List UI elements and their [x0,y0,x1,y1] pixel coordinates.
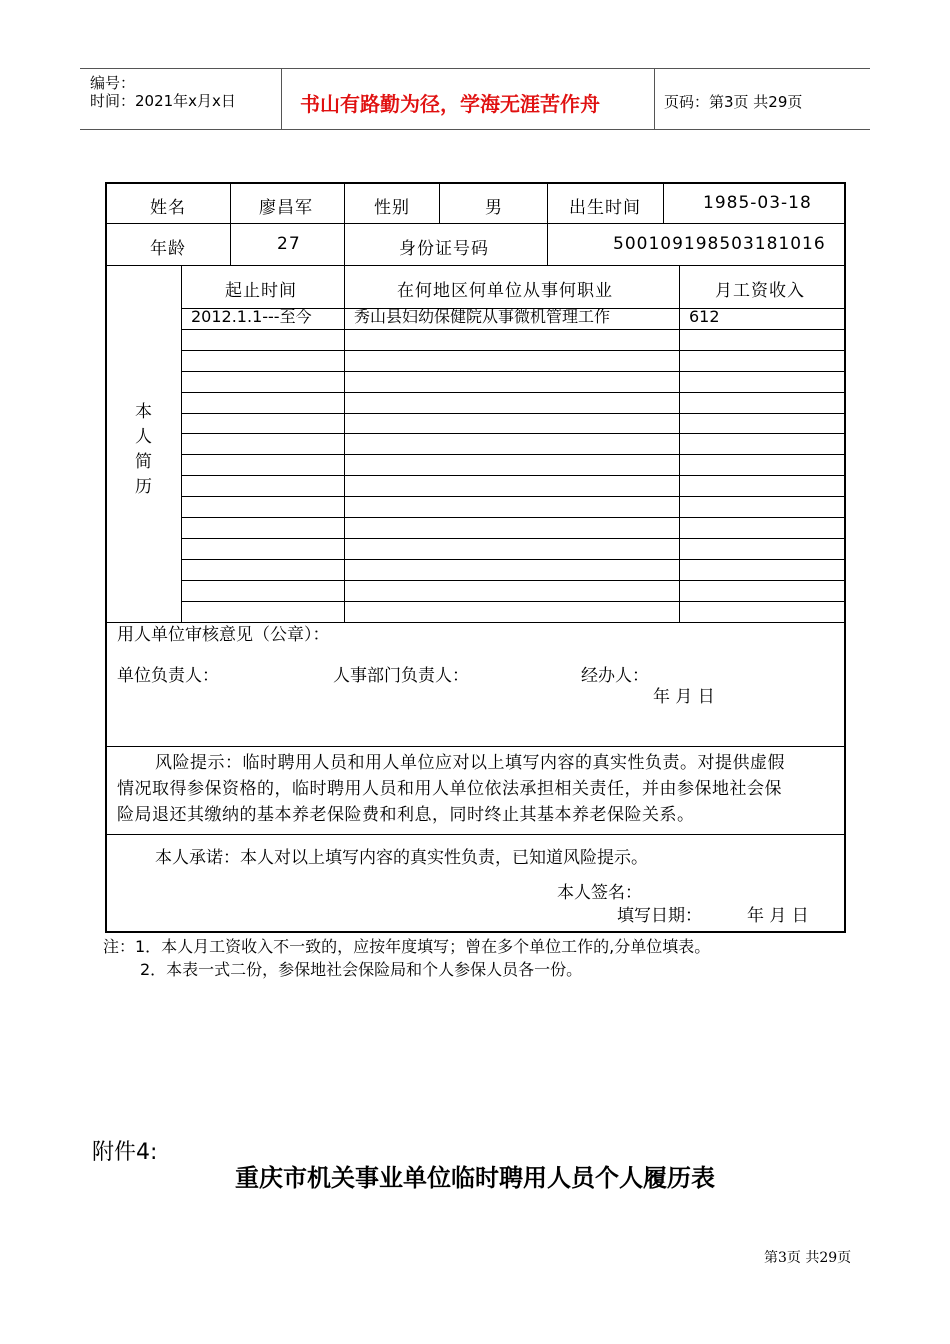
resume-cell: 2012.1.1---至今 [191,307,312,326]
resume-row-line [181,433,844,434]
resume-row-line [181,601,844,602]
col-divider [230,184,231,265]
resume-label: 本人简历 [135,402,152,497]
footer-page: 第3页 共29页 [764,1250,852,1266]
attachment-title: 重庆市机关事业单位临时聘用人员个人履历表 [235,1163,715,1192]
note-1: 注：1．本人月工资收入不一致的，应按年度填写；曾在多个单位工作的,分单位填表。 [103,937,711,956]
section-divider [107,746,844,747]
date-text: 时间：2021年x月x日 [90,92,236,110]
age-value: 27 [277,234,301,254]
resume-header-salary: 月工资收入 [715,281,805,301]
name-value: 廖昌军 [259,198,313,218]
resume-row-line [181,454,844,455]
col-divider [439,184,440,223]
resume-header-employer: 在何地区何单位从事何职业 [397,281,613,301]
promise-text: 本人承诺：本人对以上填写内容的真实性负责，已知道风险提示。 [155,848,648,868]
resume-row-line [181,350,844,351]
review-title: 用人单位审核意见（公章）： [117,625,330,645]
age-label: 年龄 [150,239,186,259]
attachment-label: 附件4: [92,1140,158,1165]
resume-cell: 秀山县妇幼保健院从事微机管理工作 [354,307,611,326]
resume-row-line [181,371,844,372]
name-label: 姓名 [150,198,186,218]
gender-label: 性别 [374,198,410,218]
motto: 书山有路勤为径，学海无涯苦作舟 [300,92,600,116]
row-divider [107,223,844,224]
risk-line: 险局退还其缴纳的基本养老保险费和利息，同时终止其基本养老保险关系。 [117,805,695,825]
unit-head-label: 单位负责人： [117,666,219,686]
risk-line: 风险提示：临时聘用人员和用人单位应对以上填写内容的真实性负责。对提供虚假 [155,753,785,773]
resume-header-period: 起止时间 [225,281,297,301]
serial-label: 编号： [90,74,136,92]
header-divider [281,68,282,129]
birth-value: 1985-03-18 [703,193,812,213]
resume-form [105,182,846,933]
review-date: 年 月 日 [653,687,715,707]
col-divider [344,184,345,265]
resume-cell: 612 [689,307,720,326]
col-divider [547,184,548,265]
header-bottom-rule [80,129,870,130]
gender-value: 男 [485,198,503,218]
fill-date-value: 年 月 日 [747,906,809,926]
col-divider [181,265,182,622]
page-info: 页码：第3页 共29页 [664,93,803,111]
resume-row-line [181,559,844,560]
resume-row-line [181,580,844,581]
id-value: 500109198503181016 [613,234,826,254]
fill-date-label: 填写日期： [617,906,702,926]
resume-row-line [181,413,844,414]
risk-line: 情况取得参保资格的，临时聘用人员和用人单位依法承担相关责任，并由参保地社会保 [117,779,782,799]
row-divider [107,265,844,266]
risk-notice [117,750,842,828]
resume-row-line [181,496,844,497]
header-top-rule [80,68,870,69]
note-2: 2．本表一式二份，参保地社会保险局和个人参保人员各一份。 [140,960,583,979]
hr-head-label: 人事部门负责人： [333,666,469,686]
birth-label: 出生时间 [569,198,641,218]
section-divider [107,834,844,835]
resume-row-line [181,517,844,518]
resume-row-line [181,329,844,330]
handler-label: 经办人： [581,666,649,686]
signature-label: 本人签名： [557,883,642,903]
id-label: 身份证号码 [399,239,489,259]
col-divider [679,265,680,622]
resume-row-line [181,392,844,393]
header-divider [654,68,655,129]
col-divider [663,184,664,223]
resume-row-line [181,538,844,539]
col-divider [344,265,345,622]
resume-row-line [181,475,844,476]
